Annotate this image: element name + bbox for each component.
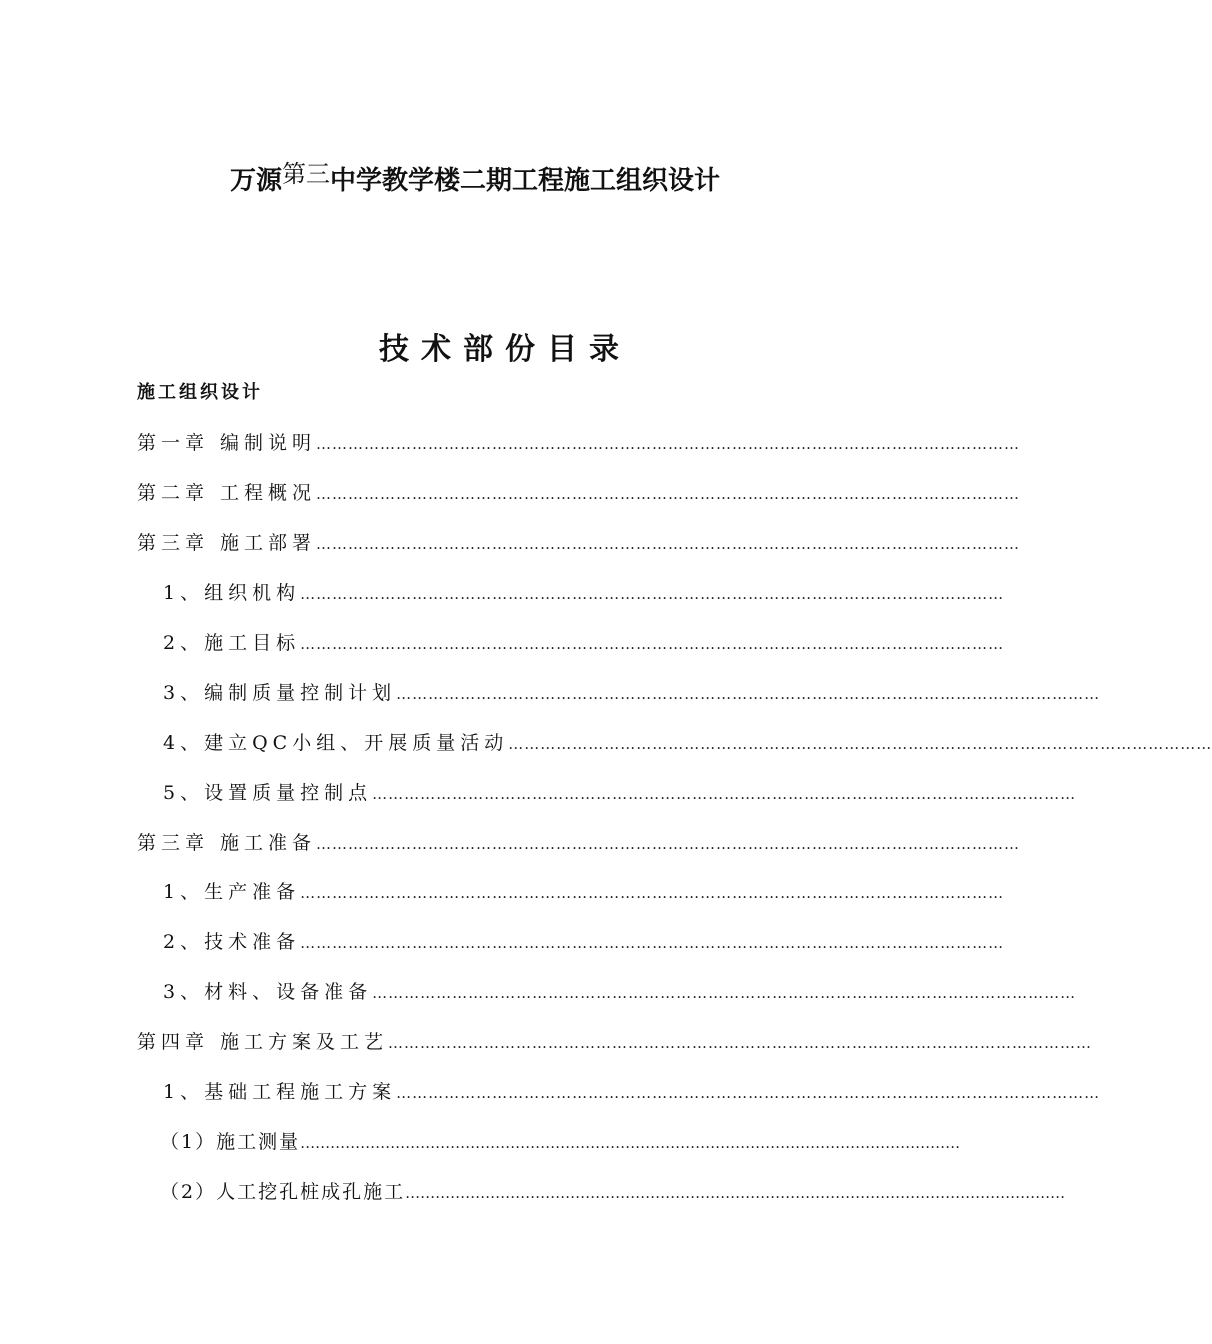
toc-leader: …………………………………………………………………………………………………………………… xyxy=(300,1134,961,1152)
toc-leader: …………………………………………………………………………………………………………………… xyxy=(316,535,1021,553)
toc-entry[interactable] xyxy=(163,927,1005,957)
toc-leader: …………………………………………………………………………………………………………………… xyxy=(508,735,1212,753)
toc-entry-label: 3、材料、设备准备 xyxy=(163,981,373,1003)
toc-entry-label: 5、设置质量控制点 xyxy=(163,782,373,804)
toc-entry-label: 4、建立QC小组、开展质量活动 xyxy=(163,732,509,754)
toc-entry[interactable] xyxy=(163,628,1005,658)
toc-entry[interactable] xyxy=(163,877,1005,907)
toc-entry[interactable] xyxy=(163,578,1005,608)
toc-entry-label: 第三章 施工部署 xyxy=(137,532,317,554)
toc-entry-label: 2、技术准备 xyxy=(163,931,301,953)
document-title xyxy=(0,160,950,197)
toc-entry[interactable] xyxy=(137,478,1021,508)
toc-entry[interactable] xyxy=(160,1177,1066,1207)
document-title-part1: 万源 xyxy=(229,166,282,196)
toc-entry[interactable] xyxy=(137,528,1021,558)
toc-entry-label: 1、基础工程施工方案 xyxy=(163,1081,397,1103)
document-title-part2: 第三 xyxy=(282,160,330,188)
toc-leader: …………………………………………………………………………………………………………………… xyxy=(300,884,1005,902)
toc-entry[interactable] xyxy=(163,977,1077,1007)
toc-entry[interactable] xyxy=(163,778,1077,808)
document-title-part3: 中学教学楼二期工程施工组织设计 xyxy=(330,166,721,196)
toc-leader: …………………………………………………………………………………………………………………… xyxy=(405,1184,1066,1202)
toc-entry[interactable] xyxy=(163,728,1212,758)
section-label: 施工组织设计 xyxy=(137,382,263,403)
toc-entry-label: 第二章 工程概况 xyxy=(137,482,317,504)
toc-entry-label: 1、组织机构 xyxy=(163,582,301,604)
toc-entry[interactable] xyxy=(160,1127,961,1157)
toc-leader: …………………………………………………………………………………………………………………… xyxy=(316,835,1021,853)
toc-leader: …………………………………………………………………………………………………………………… xyxy=(300,585,1005,603)
toc-leader: …………………………………………………………………………………………………………………… xyxy=(300,934,1005,952)
toc-entry-label: 1、生产准备 xyxy=(163,881,301,903)
toc-entry-label: （1）施工测量 xyxy=(160,1131,301,1153)
toc-entry-label: 第四章 施工方案及工艺 xyxy=(137,1031,389,1053)
toc-entry-label: （2）人工挖孔桩成孔施工 xyxy=(160,1181,406,1203)
toc-entry-label: 第一章 编制说明 xyxy=(137,432,317,454)
toc-entry[interactable] xyxy=(163,1077,1101,1107)
toc-leader: …………………………………………………………………………………………………………………… xyxy=(316,485,1021,503)
toc-leader: …………………………………………………………………………………………………………………… xyxy=(396,685,1101,703)
toc-entry[interactable] xyxy=(163,678,1101,708)
toc-entry-label: 3、编制质量控制计划 xyxy=(163,682,397,704)
toc-entry-label: 2、施工目标 xyxy=(163,632,301,654)
toc-leader: …………………………………………………………………………………………………………………… xyxy=(388,1034,1093,1052)
toc-entry[interactable] xyxy=(137,1027,1093,1057)
toc-leader: …………………………………………………………………………………………………………………… xyxy=(300,635,1005,653)
toc-leader: …………………………………………………………………………………………………………………… xyxy=(372,984,1077,1002)
toc-leader: …………………………………………………………………………………………………………………… xyxy=(396,1084,1101,1102)
toc-leader: …………………………………………………………………………………………………………………… xyxy=(372,785,1077,803)
toc-entry[interactable] xyxy=(137,828,1021,858)
toc-entry[interactable] xyxy=(137,428,1021,458)
toc-entry-label: 第三章 施工准备 xyxy=(137,832,317,854)
toc-heading: 技术部份目录 xyxy=(379,332,631,367)
toc-leader: …………………………………………………………………………………………………………………… xyxy=(316,435,1021,453)
